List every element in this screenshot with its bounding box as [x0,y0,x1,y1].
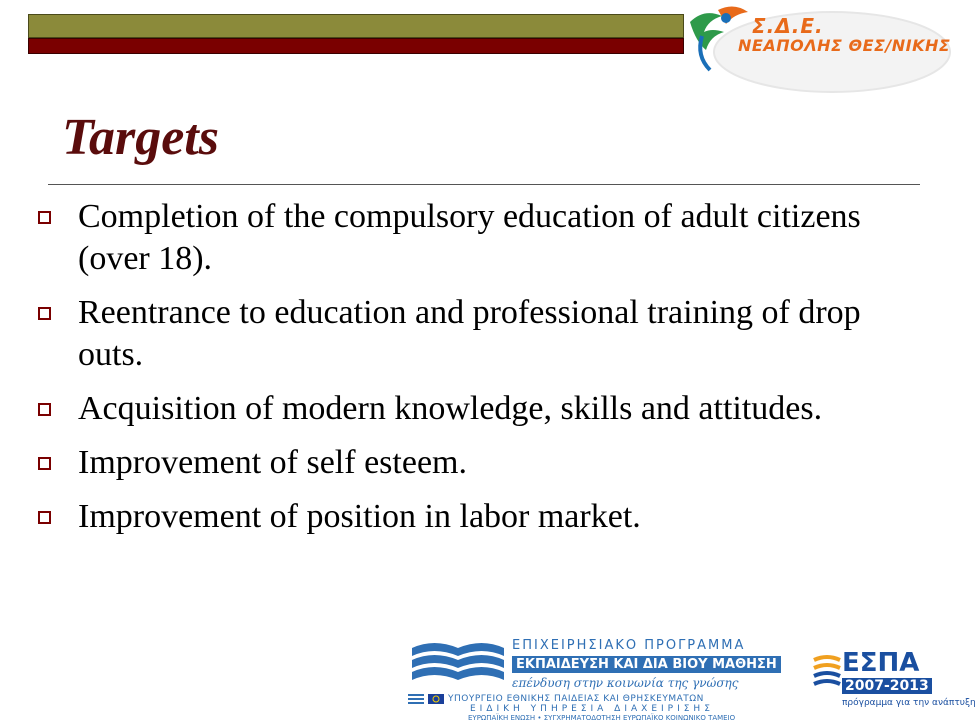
header-band-maroon [28,38,684,54]
square-bullet-icon [38,457,51,470]
slide-title: Targets [62,109,219,166]
square-bullet-icon [38,211,51,224]
header-band-olive [28,14,684,38]
bullet-item [30,196,930,280]
espa-waves-icon [812,652,842,692]
espa-tagline: πρόγραμμα για την ανάπτυξη [842,698,976,708]
header-band [28,14,684,56]
bullet-item [30,388,930,430]
bullet-text: Completion of the compulsory education of adult citizens (over 18). [78,198,861,277]
sde-logo [682,2,954,100]
bullet-text: Improvement of self esteem. [78,444,467,481]
managing-authority: ΕΙΔΙΚΗ ΥΠΗΡΕΣΙΑ ΔΙΑΧΕΙΡΙΣΗΣ [470,704,714,714]
logo-text-abbreviation: Σ.Δ.Ε. [752,14,824,38]
espa-years: 2007-2013 [842,678,932,694]
espa-logo [812,648,976,712]
bullet-item [30,442,930,484]
eu-cofunding-text: ΕΥΡΩΠΑΪΚΗ ΕΝΩΣΗ • ΣΥΓΧΡΗΜΑΤΟΔΟΤΗΣΗ ΕΥΡΩΠΑΪΚΟ ΚΟΙΝΩΝΙΚΟ ΤΑΜΕΙΟ [468,714,736,722]
operational-program-logo [408,634,778,722]
logo-text-name: ΝΕΑΠΟΛΗΣ ΘΕΣ/ΝΙΚΗΣ [738,36,951,55]
bullet-text: Acquisition of modern knowledge, skills and attitudes. [78,390,823,427]
square-bullet-icon [38,511,51,524]
bullet-text: Reentrance to education and professional training of drop outs. [78,294,861,373]
bullet-item [30,496,930,538]
bullet-text: Improvement of position in labor market. [78,498,641,535]
flags-icon [408,694,444,704]
ministry-name: ΥΠΟΥΡΓΕΙΟ ΕΘΝΙΚΗΣ ΠΑΙΔΕΙΑΣ ΚΑΙ ΘΡΗΣΚΕΥΜΑΤΩΝ [448,694,704,704]
program-slogan: επένδυση στην κοινωνία της γνώσης [512,676,739,690]
title-divider [48,184,920,185]
program-name: ΕΚΠΑΙΔΕΥΣΗ ΚΑΙ ΔΙΑ ΒΙΟΥ ΜΑΘΗΣΗ [512,656,781,673]
espa-title: ΕΣΠΑ [842,648,920,678]
square-bullet-icon [38,307,51,320]
program-title: ΕΠΙΧΕΙΡΗΣΙΑΚΟ ΠΡΟΓΡΑΜΜΑ [512,638,746,653]
square-bullet-icon [38,403,51,416]
bullet-list [30,196,930,550]
open-book-icon [408,636,508,692]
bullet-item [30,292,930,376]
